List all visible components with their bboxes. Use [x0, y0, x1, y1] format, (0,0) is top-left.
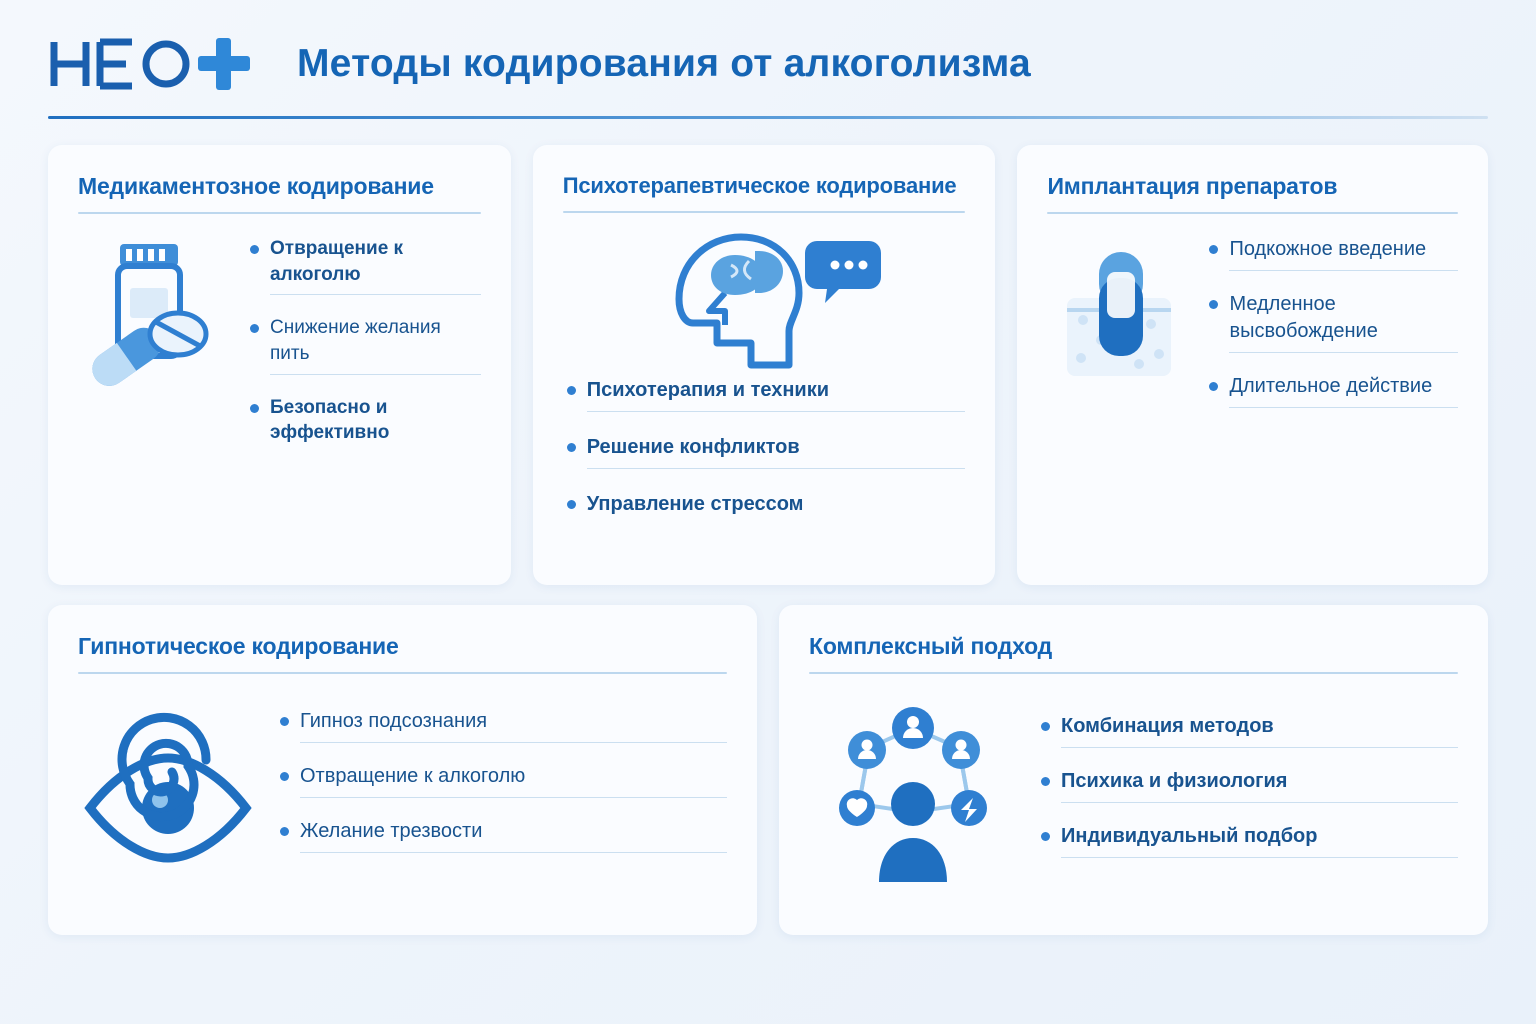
cards-row-bottom	[48, 605, 1488, 935]
card-title: Гипнотическое кодирование	[78, 633, 399, 659]
card-item-list	[1205, 236, 1458, 428]
item-divider	[1229, 270, 1458, 271]
card-item-list	[1037, 713, 1458, 878]
card-title-divider	[809, 672, 1458, 674]
item-divider	[270, 374, 481, 375]
item-divider	[300, 852, 727, 853]
item-divider	[270, 294, 481, 295]
card-title-divider	[563, 211, 966, 213]
card-title: Психотерапевтическое кодирование	[562, 173, 957, 198]
card-item-list	[246, 236, 481, 466]
list-item[interactable]: Решение конфликтов	[563, 434, 966, 475]
card-psychotherapy[interactable]	[533, 145, 996, 585]
card-item-list	[563, 377, 966, 524]
card-title-divider	[1047, 212, 1458, 214]
implant-capsule-icon	[1047, 236, 1187, 428]
list-item[interactable]: Индивидуальный подбор	[1037, 823, 1458, 864]
card-implantation[interactable]	[1017, 145, 1488, 585]
item-divider	[300, 742, 727, 743]
header	[48, 0, 1488, 94]
list-item[interactable]: Комбинация методов	[1037, 713, 1458, 754]
item-divider	[1061, 747, 1458, 748]
list-item[interactable]: Гипноз подсознания	[276, 708, 727, 749]
brand-logo	[48, 34, 263, 94]
card-title: Комплексный подход	[809, 633, 1053, 659]
card-title: Имплантация препаратов	[1047, 173, 1338, 199]
pill-bottle-icon	[78, 236, 228, 466]
brain-head-speech-icon	[563, 221, 966, 371]
item-divider	[587, 411, 966, 412]
list-item[interactable]: Желание трезвости	[276, 818, 727, 859]
card-title: Медикаментозное кодирование	[78, 173, 434, 199]
list-item[interactable]: Психотерапия и техники	[563, 377, 966, 418]
list-item[interactable]: Длительное действие	[1205, 373, 1458, 414]
list-item[interactable]: Медленное высвобождение	[1205, 291, 1458, 359]
network-person-icon	[809, 700, 1019, 890]
item-divider	[1061, 857, 1458, 858]
page-title: Методы кодирования от алкоголизма	[297, 42, 1031, 85]
list-item[interactable]: Безопасно и эффективно	[246, 395, 481, 452]
list-item[interactable]: Психика и физиология	[1037, 768, 1458, 809]
item-divider	[1229, 352, 1458, 353]
list-item[interactable]: Управление стрессом	[563, 491, 966, 524]
list-item[interactable]: Отвращение к алкоголю	[276, 763, 727, 804]
cards-row-top	[48, 145, 1488, 585]
item-divider	[1061, 802, 1458, 803]
card-hypnosis[interactable]	[48, 605, 757, 935]
item-divider	[300, 797, 727, 798]
card-item-list	[276, 708, 727, 873]
list-item[interactable]: Снижение желания пить	[246, 315, 481, 380]
hypnotic-eye-icon	[78, 700, 258, 880]
item-divider	[587, 468, 966, 469]
card-medication[interactable]	[48, 145, 511, 585]
list-item[interactable]: Подкожное введение	[1205, 236, 1458, 277]
card-title-divider	[78, 672, 727, 674]
header-divider	[48, 116, 1488, 119]
card-title-divider	[78, 212, 481, 214]
item-divider	[1229, 407, 1458, 408]
card-complex-approach[interactable]	[779, 605, 1488, 935]
list-item[interactable]: Отвращение к алкоголю	[246, 236, 481, 301]
